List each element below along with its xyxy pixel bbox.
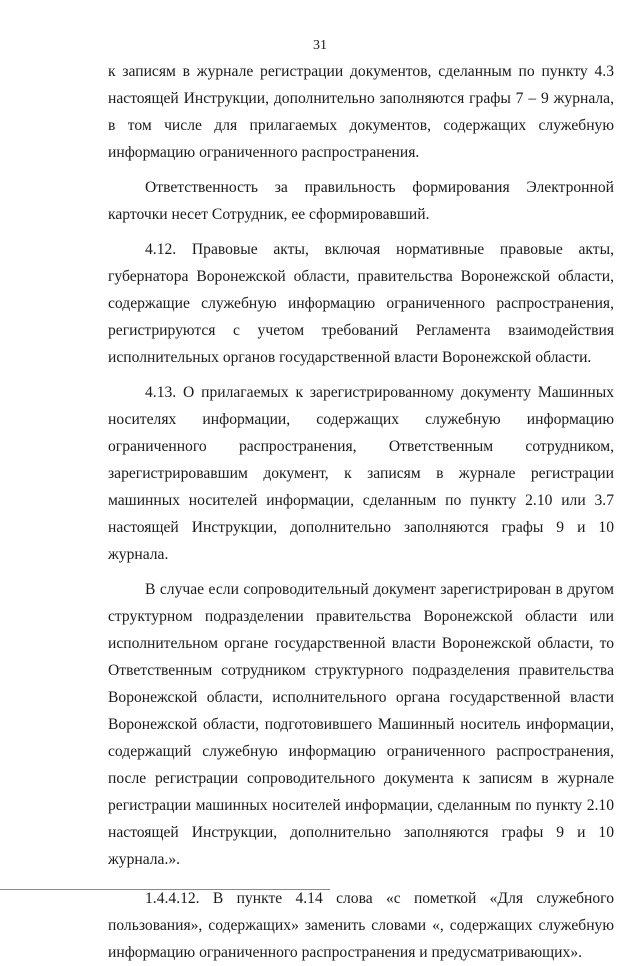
page-number: 31 <box>313 38 327 53</box>
paragraph-1-4-4-12: 1.4.4.12. В пункте 4.14 слова «с пометкой «Для служебного пользования», содержащих» заменить словами «, содержащих служебную информацию ограниченного распространения и предусматривающих». <box>108 890 614 961</box>
paragraph-continuation: к записям в журнале регистрации документов, сделанным по пункту 4.3 настоящей Инструкции, дополнительно заполняются графы 7 – 9 журнала, в том числе для прилагаемых документов, содержащих служебную информацию ограниченного распространения. <box>108 63 614 161</box>
document-body <box>108 58 614 966</box>
paragraph-responsibility: Ответственность за правильность формирования Электронной карточки несет Сотрудник, ее сформировавший. <box>108 179 614 223</box>
paragraph-4-12: 4.12. Правовые акты, включая нормативные правовые акты, губернатора Воронежской области, правительства Воронежской области, содержащие служебную информацию ограниченного распространения, регистрируются с учетом требований Регламента взаимодействия исполнительных органов государственной власти Воронежской области. <box>108 241 614 366</box>
paragraph-4-13: 4.13. О прилагаемых к зарегистрированному документу Машинных носителях информации, содержащих служебную информацию ограниченного распространения, Ответственным сотрудником, зарегистрировавшим документ, к записям в журнале регистрации машинных носителей информации, сделанным по пункту 2.10 или 3.7 настоящей Инструкции, дополнительно заполняются графы 9 и 10 журнала. <box>108 384 614 563</box>
bottom-divider <box>0 889 330 890</box>
paragraph-accompanying-document: В случае если сопроводительный документ зарегистрирован в другом структурном подразделении правительства Воронежской области или исполнительном органе государственной власти Воронежской области, то Ответственным сотрудником структурного подразделения правительства Воронежской области, исполнительного органа государственной власти Воронежской области, подготовившего Машинный носитель информации, содержащий служебную информацию ограниченного распространения, после регистрации сопроводительного документа к записям в журнале регистрации машинных носителей информации, сделанным по пункту 2.10 настоящей Инструкции, дополнительно заполняются графы 9 и 10 журнала.». <box>108 581 614 868</box>
